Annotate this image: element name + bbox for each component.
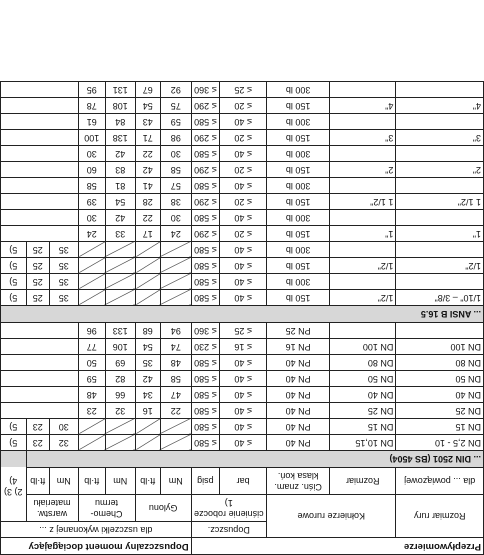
empty-cell xyxy=(1,323,79,339)
pressure-psig-cell: ≤ 580 xyxy=(191,210,220,226)
header-for-pipe: dla ... powiązowej xyxy=(396,468,484,495)
table-row xyxy=(1,387,484,403)
diagonal-empty-cell xyxy=(78,435,106,451)
torque-value-cell: 41 xyxy=(135,178,160,194)
empty-cell xyxy=(1,178,79,194)
torque-value-cell: 106 xyxy=(106,339,136,355)
flange-size-cell: DN 100 xyxy=(330,339,396,355)
pressure-psig-cell: ≤ 230 xyxy=(191,339,220,355)
torque-value-cell: 57 xyxy=(161,178,192,194)
diagonal-empty-cell xyxy=(161,435,192,451)
flange-size-cell: DN 40 xyxy=(330,387,396,403)
torque-value-cell: 58 xyxy=(78,178,106,194)
table-row xyxy=(1,435,484,451)
pipe-size-cell xyxy=(396,82,484,98)
torque-value-cell: 60 xyxy=(78,162,106,178)
table-row xyxy=(1,178,484,194)
torque-value-cell: 30 xyxy=(78,146,106,162)
torque-value-cell: 75 xyxy=(161,98,192,114)
torque-value-cell: 83 xyxy=(106,162,136,178)
pressure-bar-cell: ≤ 40 xyxy=(220,403,267,419)
pipe-size-cell: 3" xyxy=(396,130,484,146)
pressure-bar-cell: ≤ 16 xyxy=(220,339,267,355)
table-row xyxy=(1,355,484,371)
flange-size-cell xyxy=(330,82,396,98)
torque-value-cell: 58 xyxy=(161,371,192,387)
pressure-class-cell: 150 lb xyxy=(267,162,330,178)
table-row xyxy=(1,403,484,419)
note-value-cell: 25 xyxy=(26,242,49,258)
flange-size-cell: 1" xyxy=(330,226,396,242)
torque-value-cell: 133 xyxy=(106,323,136,339)
note-value-cell: 23 xyxy=(26,435,49,451)
table-row xyxy=(1,98,484,114)
torque-value-cell: 82 xyxy=(106,371,136,387)
flange-size-cell: 1/2" xyxy=(330,290,396,306)
torque-value-cell: 95 xyxy=(78,82,106,98)
pressure-bar-cell: ≤ 25 xyxy=(220,82,267,98)
note-value-cell: 35 xyxy=(50,242,79,258)
pressure-class-cell: PN 40 xyxy=(267,435,330,451)
empty-cell xyxy=(1,355,79,371)
torque-value-cell: 71 xyxy=(135,130,160,146)
pipe-size-cell: DN 15 xyxy=(396,419,484,435)
pressure-psig-cell: ≤ 580 xyxy=(191,178,220,194)
pressure-bar-cell: ≤ 20 xyxy=(220,130,267,146)
torque-value-cell: 22 xyxy=(161,403,192,419)
pressure-psig-cell: ≤ 580 xyxy=(191,146,220,162)
pressure-class-cell: 150 lb xyxy=(267,226,330,242)
pressure-psig-cell: ≤ 580 xyxy=(191,274,220,290)
pressure-class-cell: 300 lb xyxy=(267,178,330,194)
pressure-psig-cell: ≤ 290 xyxy=(191,226,220,242)
diagonal-empty-cell xyxy=(78,258,106,274)
pressure-psig-cell: ≤ 290 xyxy=(191,162,220,178)
pressure-bar-cell: ≤ 20 xyxy=(220,226,267,242)
header-size-col: Rozmiar xyxy=(330,468,396,495)
flange-size-cell: DN 15 xyxy=(330,419,396,435)
flange-size-cell xyxy=(330,114,396,130)
pressure-class-cell: 150 lb xyxy=(267,130,330,146)
torque-value-cell: 54 xyxy=(106,194,136,210)
empty-cell xyxy=(1,226,79,242)
torque-value-cell: 67 xyxy=(135,82,160,98)
torque-value-cell: 24 xyxy=(78,226,106,242)
pressure-psig-cell: ≤ 580 xyxy=(191,387,220,403)
diagonal-empty-cell xyxy=(135,290,160,306)
header-chemo: Chemo-termu xyxy=(78,495,135,522)
diagonal-empty-cell xyxy=(78,242,106,258)
flange-size-cell: 1 1/2" xyxy=(330,194,396,210)
header-size: Rozmiar rury xyxy=(396,495,484,538)
pressure-class-cell: PN 40 xyxy=(267,387,330,403)
pressure-bar-cell: ≤ 40 xyxy=(220,114,267,130)
header-ftlb-2: ft·lb xyxy=(78,468,106,495)
pressure-bar-cell: ≤ 40 xyxy=(220,146,267,162)
flange-size-cell xyxy=(330,274,396,290)
pressure-psig-cell: ≤ 580 xyxy=(191,403,220,419)
torque-value-cell: 43 xyxy=(135,114,160,130)
pressure-bar-cell: ≤ 40 xyxy=(220,274,267,290)
empty-cell xyxy=(1,82,79,98)
header-nm-1: Nm xyxy=(161,468,192,495)
torque-value-cell: 59 xyxy=(78,371,106,387)
header-ftlb-1: ft·lb xyxy=(135,468,160,495)
header-permissible: Dopuszcz. xyxy=(191,522,266,538)
pressure-psig-cell: ≤ 580 xyxy=(191,242,220,258)
header-nm-2: Nm xyxy=(106,468,136,495)
flange-size-cell: 4" xyxy=(330,98,396,114)
diagonal-empty-cell xyxy=(135,274,160,290)
torque-value-cell: 61 xyxy=(78,114,106,130)
pressure-bar-cell: ≤ 40 xyxy=(220,387,267,403)
pressure-bar-cell: ≤ 40 xyxy=(220,258,267,274)
pipe-size-cell: 1/10" – 3/8" xyxy=(396,290,484,306)
note-value-cell: 5) xyxy=(1,242,27,258)
pipe-size-cell xyxy=(396,210,484,226)
note-value-cell: 35 xyxy=(50,290,79,306)
pressure-class-cell: 300 lb xyxy=(267,146,330,162)
diagonal-empty-cell xyxy=(161,419,192,435)
note-value-cell: 35 xyxy=(50,274,79,290)
pressure-class-cell: PN 40 xyxy=(267,355,330,371)
diagonal-empty-cell xyxy=(161,258,192,274)
empty-cell xyxy=(1,114,79,130)
empty-cell xyxy=(1,371,79,387)
pipe-size-cell: 1 1/2" xyxy=(396,194,484,210)
empty-cell xyxy=(1,130,79,146)
pressure-psig-cell: ≤ 290 xyxy=(191,130,220,146)
torque-value-cell: 66 xyxy=(106,387,136,403)
pipe-size-cell: DN 100 xyxy=(396,339,484,355)
torque-value-cell: 131 xyxy=(106,82,136,98)
pressure-psig-cell: ≤ 580 xyxy=(191,419,220,435)
pressure-psig-cell: ≤ 580 xyxy=(191,355,220,371)
pipe-size-cell xyxy=(396,242,484,258)
diagonal-empty-cell xyxy=(106,290,136,306)
diagonal-empty-cell xyxy=(135,258,160,274)
diagonal-empty-cell xyxy=(106,419,136,435)
pressure-bar-cell: ≤ 40 xyxy=(220,355,267,371)
diagonal-empty-cell xyxy=(135,435,160,451)
torque-value-cell: 30 xyxy=(161,146,192,162)
pressure-class-cell: PN 25 xyxy=(267,323,330,339)
pressure-bar-cell: ≤ 40 xyxy=(220,435,267,451)
pressure-class-cell: 300 lb xyxy=(267,114,330,130)
empty-cell xyxy=(1,146,79,162)
header-bar: bar xyxy=(220,468,267,495)
pressure-psig-cell: ≤ 580 xyxy=(191,114,220,130)
diagonal-empty-cell xyxy=(106,274,136,290)
note-value-cell: 5) xyxy=(1,419,27,435)
flange-size-cell xyxy=(330,178,396,194)
empty-cell xyxy=(1,162,79,178)
pressure-class-cell: 150 lb xyxy=(267,290,330,306)
pipe-size-cell: 4" xyxy=(396,98,484,114)
table-row xyxy=(1,419,484,435)
torque-value-cell: 47 xyxy=(161,387,192,403)
torque-value-cell: 35 xyxy=(135,355,160,371)
pipe-size-cell: 2" xyxy=(396,162,484,178)
note-value-cell: 32 xyxy=(50,435,79,451)
pressure-bar-cell: ≤ 40 xyxy=(220,419,267,435)
torque-value-cell: 84 xyxy=(106,114,136,130)
table-row xyxy=(1,242,484,258)
header-row xyxy=(1,522,484,538)
pipe-size-cell: 1" xyxy=(396,226,484,242)
pressure-class-cell: 300 lb xyxy=(267,82,330,98)
diagonal-empty-cell xyxy=(135,242,160,258)
table-row xyxy=(1,339,484,355)
section-title: ... DIN 2501 (BS 4504) xyxy=(1,451,484,468)
table-row xyxy=(1,194,484,210)
pressure-psig-cell: ≤ 580 xyxy=(191,258,220,274)
pressure-psig-cell: ≤ 360 xyxy=(191,82,220,98)
torque-value-cell: 22 xyxy=(135,146,160,162)
torque-value-cell: 94 xyxy=(161,323,192,339)
diagonal-empty-cell xyxy=(161,274,192,290)
torque-value-cell: 96 xyxy=(78,323,106,339)
header-ftlb-3: ft·lb xyxy=(26,468,49,495)
header-nm-3: Nm xyxy=(50,468,79,495)
pipe-size-cell: 1/2" xyxy=(396,258,484,274)
pressure-class-cell: PN 40 xyxy=(267,419,330,435)
note-value-cell: 5) xyxy=(1,435,27,451)
torque-value-cell: 39 xyxy=(78,194,106,210)
flange-size-cell: 1/2" xyxy=(330,258,396,274)
pipe-size-cell: DN 80 xyxy=(396,355,484,371)
pressure-class-cell: 300 lb xyxy=(267,242,330,258)
table-row xyxy=(1,130,484,146)
table-body xyxy=(1,82,484,555)
torque-value-cell: 33 xyxy=(106,226,136,242)
torque-value-cell: 30 xyxy=(78,210,106,226)
diagonal-empty-cell xyxy=(161,242,192,258)
diagonal-empty-cell xyxy=(161,290,192,306)
pressure-bar-cell: ≤ 40 xyxy=(220,178,267,194)
flange-size-cell: 2" xyxy=(330,162,396,178)
header-psig: psig xyxy=(191,468,220,495)
torque-value-cell: 42 xyxy=(135,162,160,178)
torque-value-cell: 69 xyxy=(106,355,136,371)
flange-size-cell: DN 10,15 xyxy=(330,435,396,451)
note-value-cell: 5) xyxy=(1,274,27,290)
diagonal-empty-cell xyxy=(78,419,106,435)
flange-size-cell: 3" xyxy=(330,130,396,146)
pressure-bar-cell: ≤ 40 xyxy=(220,290,267,306)
flange-size-cell xyxy=(330,146,396,162)
flange-size-cell: DN 80 xyxy=(330,355,396,371)
diagonal-empty-cell xyxy=(106,258,136,274)
pipe-size-cell: DN 50 xyxy=(396,371,484,387)
pipe-size-cell: DN 2,5 - 10 xyxy=(396,435,484,451)
empty-cell xyxy=(1,339,79,355)
torque-value-cell: 28 xyxy=(135,194,160,210)
empty-cell xyxy=(1,194,79,210)
section-header-row xyxy=(1,306,484,323)
diagonal-empty-cell xyxy=(135,419,160,435)
torque-value-cell: 23 xyxy=(78,403,106,419)
pressure-bar-cell: ≤ 20 xyxy=(220,98,267,114)
torque-value-cell: 42 xyxy=(106,210,136,226)
pressure-psig-cell: ≤ 580 xyxy=(191,371,220,387)
torque-value-cell: 42 xyxy=(106,146,136,162)
pressure-class-cell: 300 lb xyxy=(267,210,330,226)
pressure-psig-cell: ≤ 580 xyxy=(191,290,220,306)
flange-size-cell: DN 25 xyxy=(330,403,396,419)
note-value-cell: 5) xyxy=(1,290,27,306)
table-row xyxy=(1,323,484,339)
pressure-class-cell: 300 lb xyxy=(267,274,330,290)
pressure-class-cell: PN 40 xyxy=(267,403,330,419)
table-row xyxy=(1,114,484,130)
table-row xyxy=(1,258,484,274)
pressure-psig-cell: ≤ 290 xyxy=(191,194,220,210)
pipe-size-cell: DN 25 xyxy=(396,403,484,419)
flange-size-cell: DN 50 xyxy=(330,371,396,387)
pressure-class-cell: PN 16 xyxy=(267,339,330,355)
section-title: ... ANSI B 16.5 xyxy=(1,306,484,323)
flange-size-cell xyxy=(330,242,396,258)
header-kevlar: Gylonu xyxy=(135,495,191,522)
note-value-cell: 23 xyxy=(26,419,49,435)
diagonal-empty-cell xyxy=(106,435,136,451)
note-value-cell: 5) xyxy=(1,258,27,274)
pressure-bar-cell: ≤ 20 xyxy=(220,162,267,178)
header-seal-made: dla uszczelki wykonanej z ... xyxy=(1,522,192,538)
pipe-size-cell xyxy=(396,323,484,339)
table-row xyxy=(1,371,484,387)
torque-value-cell: 81 xyxy=(106,178,136,194)
torque-value-cell: 34 xyxy=(135,387,160,403)
header-notes: 2) 3) 4) xyxy=(1,451,27,522)
torque-value-cell: 32 xyxy=(106,403,136,419)
pipe-size-cell xyxy=(396,274,484,290)
table-row xyxy=(1,274,484,290)
torque-value-cell: 24 xyxy=(161,226,192,242)
torque-value-cell: 42 xyxy=(135,371,160,387)
pressure-bar-cell: ≤ 25 xyxy=(220,323,267,339)
header-class: Ciśn. znam. klasa koń. xyxy=(267,468,330,495)
title-row xyxy=(1,538,484,555)
flange-size-cell xyxy=(330,323,396,339)
torque-value-cell: 17 xyxy=(135,226,160,242)
header-flanges: Kołnierze rurowe xyxy=(267,495,396,538)
pressure-class-cell: 150 lb xyxy=(267,98,330,114)
torque-value-cell: 77 xyxy=(78,339,106,355)
torque-value-cell: 74 xyxy=(161,339,192,355)
torque-value-cell: 68 xyxy=(135,323,160,339)
torque-value-cell: 138 xyxy=(106,130,136,146)
pressure-bar-cell: ≤ 20 xyxy=(220,194,267,210)
pressure-psig-cell: ≤ 360 xyxy=(191,323,220,339)
pipe-size-cell: DN 40 xyxy=(396,387,484,403)
pressure-bar-cell: ≤ 40 xyxy=(220,371,267,387)
table-row xyxy=(1,146,484,162)
note-value-cell: 25 xyxy=(26,258,49,274)
left-title: Przepływomierze xyxy=(191,538,483,555)
torque-value-cell: 54 xyxy=(135,339,160,355)
pressure-psig-cell: ≤ 580 xyxy=(191,435,220,451)
torque-value-cell: 92 xyxy=(161,82,192,98)
table-row xyxy=(1,226,484,242)
table-row xyxy=(1,162,484,178)
header-row-3 xyxy=(1,468,484,495)
pressure-class-cell: 150 lb xyxy=(267,194,330,210)
torque-value-cell: 48 xyxy=(78,387,106,403)
table-row xyxy=(1,210,484,226)
pressure-class-cell: PN 40 xyxy=(267,371,330,387)
section-header-row xyxy=(1,451,484,468)
pipe-size-cell xyxy=(396,146,484,162)
note-value-cell: 25 xyxy=(26,290,49,306)
table-row xyxy=(1,290,484,306)
pressure-bar-cell: ≤ 40 xyxy=(220,242,267,258)
torque-value-cell: 48 xyxy=(161,355,192,371)
torque-value-cell: 108 xyxy=(106,98,136,114)
empty-cell xyxy=(1,403,79,419)
note-value-cell: 25 xyxy=(26,274,49,290)
torque-value-cell: 100 xyxy=(78,130,106,146)
pressure-psig-cell: ≤ 290 xyxy=(191,98,220,114)
pressure-bar-cell: ≤ 40 xyxy=(220,210,267,226)
torque-value-cell: 16 xyxy=(135,403,160,419)
flange-size-cell xyxy=(330,210,396,226)
torque-value-cell: 78 xyxy=(78,98,106,114)
torque-value-cell: 22 xyxy=(135,210,160,226)
diagonal-empty-cell xyxy=(78,274,106,290)
empty-cell xyxy=(1,387,79,403)
torque-value-cell: 38 xyxy=(161,194,192,210)
pipe-size-cell xyxy=(396,114,484,130)
flange-torque-table xyxy=(0,81,484,555)
header-pressure: ciśnienie robocze 1) xyxy=(191,495,266,522)
empty-cell xyxy=(1,98,79,114)
header-layered: warstw. materiału xyxy=(26,495,78,522)
pipe-size-cell xyxy=(396,178,484,194)
diagonal-empty-cell xyxy=(106,242,136,258)
torque-value-cell: 58 xyxy=(161,162,192,178)
table-row xyxy=(1,82,484,98)
note-value-cell: 30 xyxy=(50,419,79,435)
torque-value-cell: 54 xyxy=(135,98,160,114)
pressure-class-cell: 150 lb xyxy=(267,258,330,274)
diagonal-empty-cell xyxy=(78,290,106,306)
torque-value-cell: 30 xyxy=(161,210,192,226)
torque-value-cell: 98 xyxy=(161,130,192,146)
note-value-cell: 35 xyxy=(50,258,79,274)
torque-value-cell: 59 xyxy=(161,114,192,130)
empty-cell xyxy=(1,210,79,226)
torque-value-cell: 50 xyxy=(78,355,106,371)
right-title: Dopuszczalny moment dociągający xyxy=(1,538,192,555)
